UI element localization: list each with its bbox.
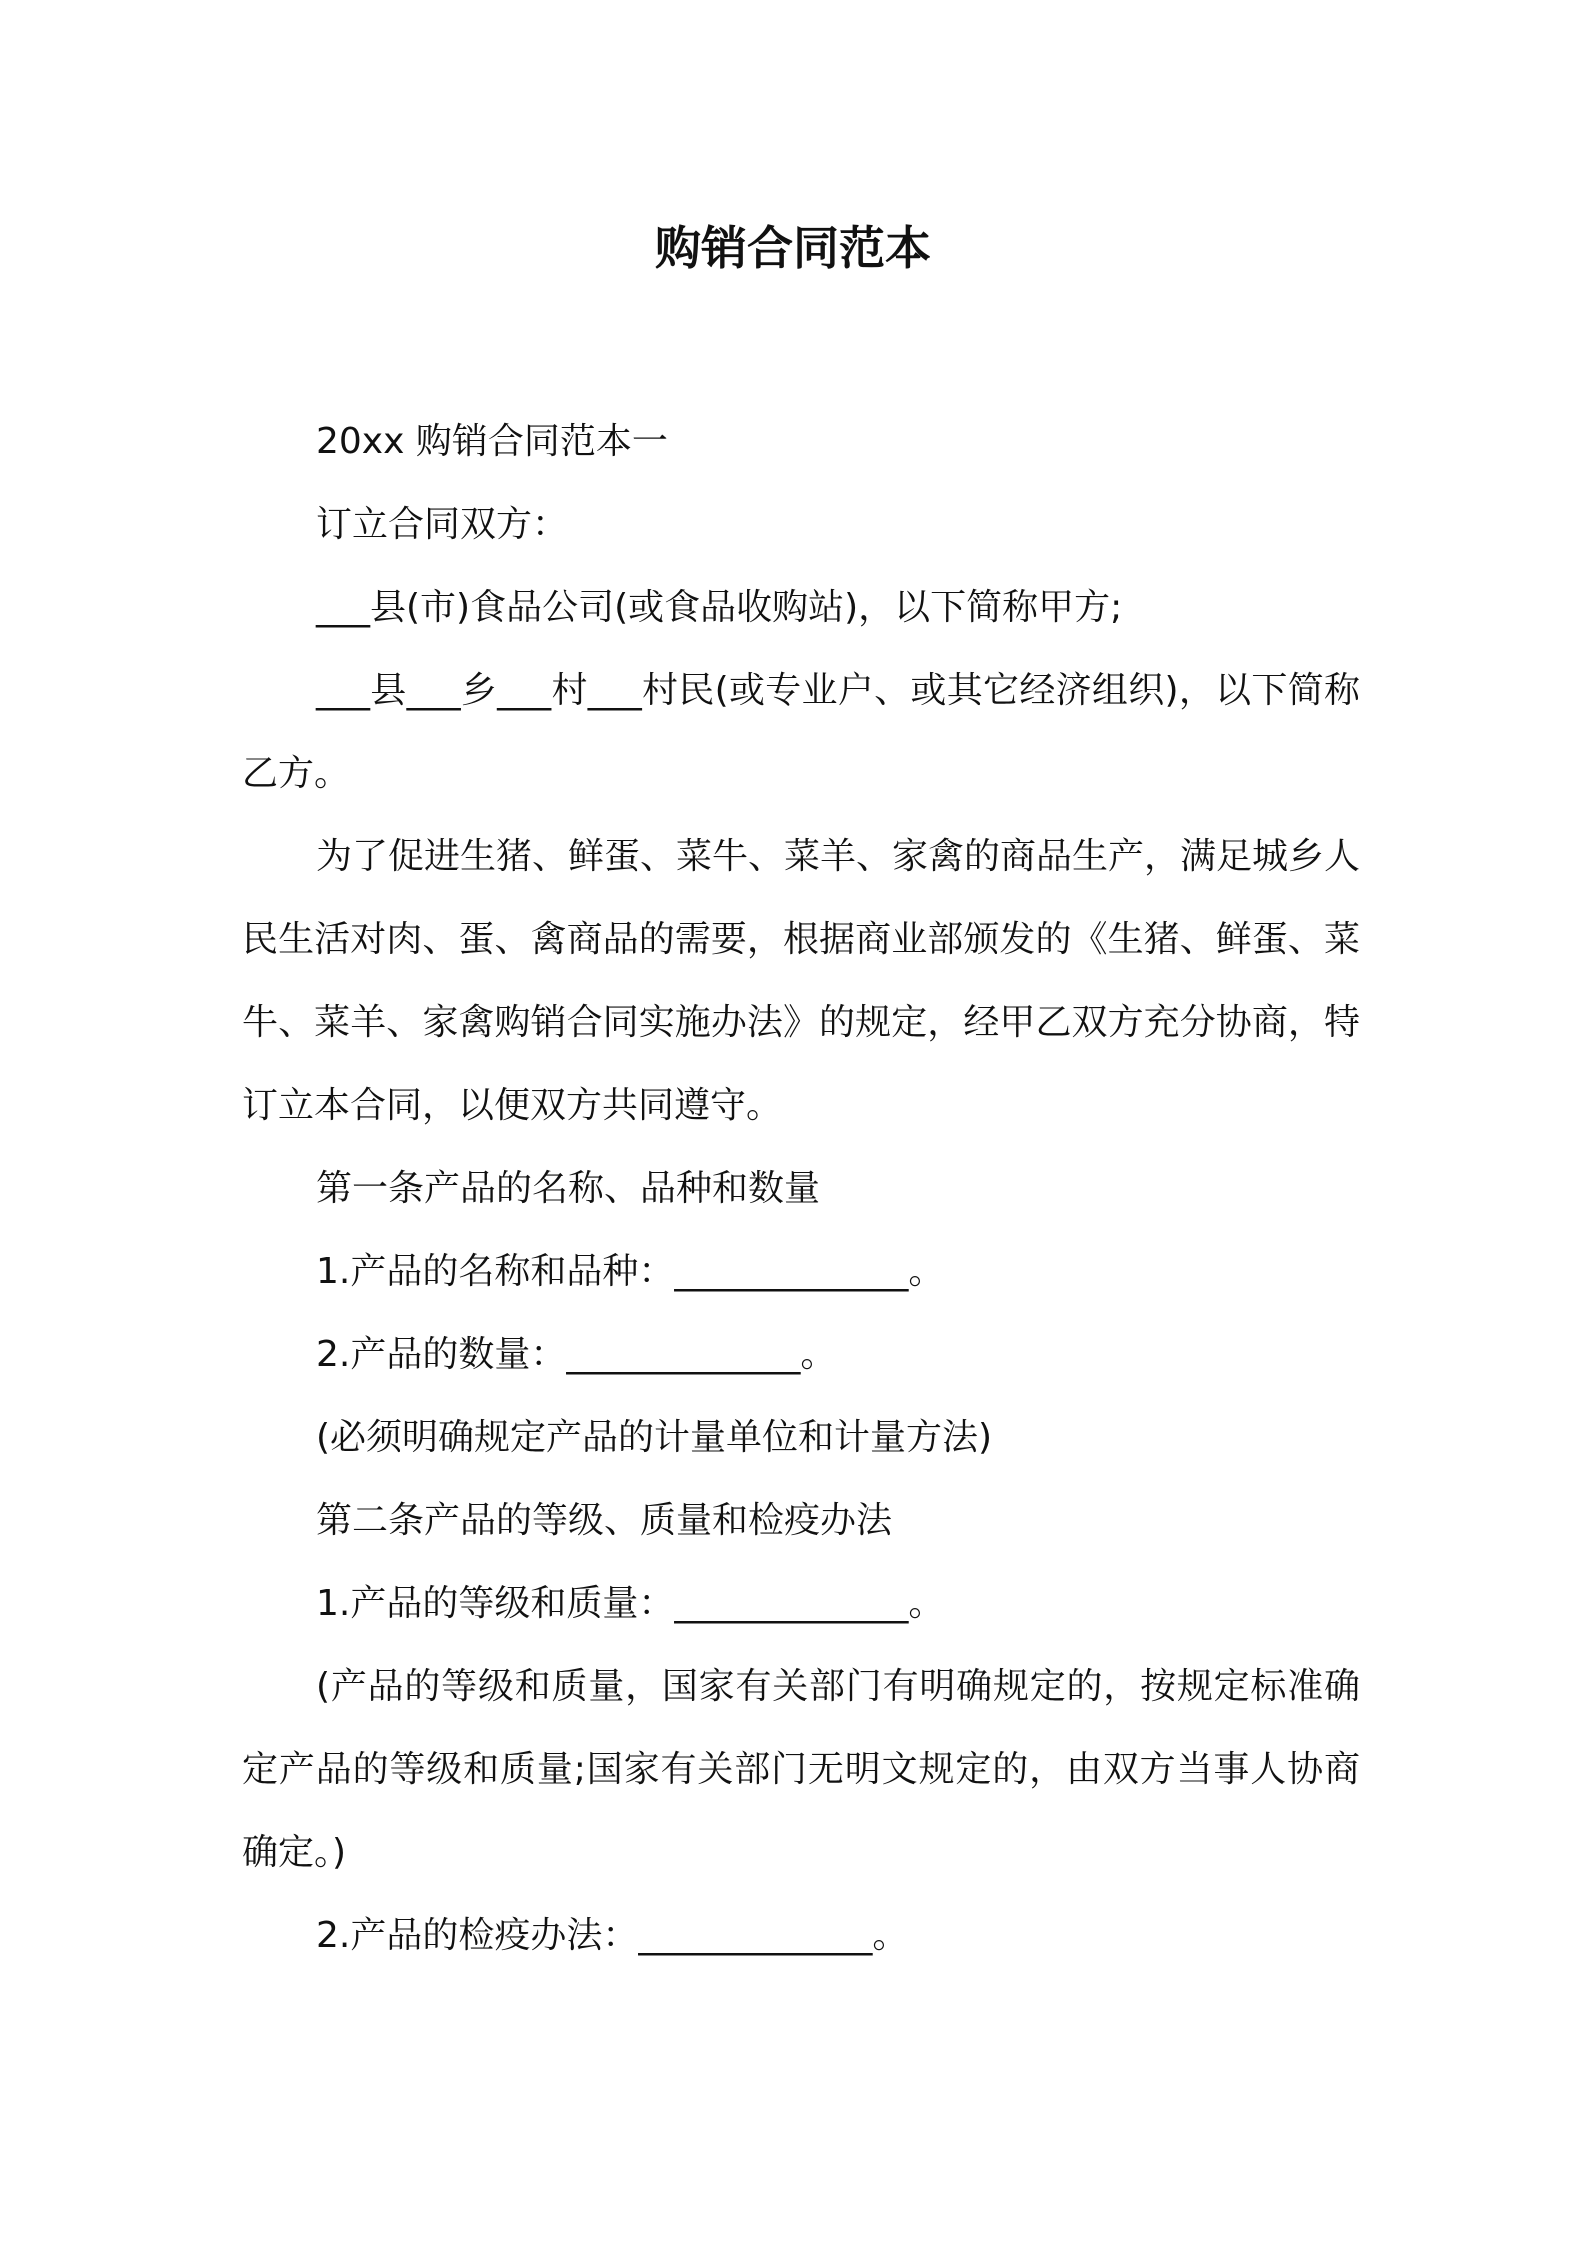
article-2-heading: 第二条产品的等级、质量和检疫办法 <box>316 1500 893 1541</box>
contract-heading: 20xx 购销合同范本一 <box>316 421 668 462</box>
party-a-line: ___县(市)食品公司(或食品收购站)，以下简称甲方; <box>316 587 1123 628</box>
parties-label: 订立合同双方： <box>316 504 569 545</box>
article-2-item-1: 1.产品的等级和质量：_____________。 <box>316 1583 945 1624</box>
document-title: 购销合同范本 <box>655 221 931 275</box>
article-1-note: (必须明确规定产品的计量单位和计量方法) <box>316 1417 993 1458</box>
article-1-item-1: 1.产品的名称和品种：_____________。 <box>316 1251 945 1292</box>
document-body <box>242 400 1360 1977</box>
article-2-item-2: 2.产品的检疫办法：_____________。 <box>316 1915 909 1956</box>
article-1-heading: 第一条产品的名称、品种和数量 <box>316 1168 821 1209</box>
article-2-note: (产品的等级和质量，国家有关部门有明确规定的，按规定标准确定产品的等级和质量;国家有关部门无明文规定的，由双方当事人协商确定。) <box>242 1666 1360 1873</box>
party-b-line: ___县___乡___村___村民(或专业户、或其它经济组织)，以下简称乙方。 <box>242 670 1360 794</box>
preamble-paragraph: 为了促进生猪、鲜蛋、菜牛、菜羊、家禽的商品生产，满足城乡人民生活对肉、蛋、禽商品的需要，根据商业部颁发的《生猪、鲜蛋、菜牛、菜羊、家禽购销合同实施办法》的规定，经甲乙双方充分协商，特订立本合同，以便双方共同遵守。 <box>242 836 1361 1126</box>
article-1-item-2: 2.产品的数量：_____________。 <box>316 1334 837 1375</box>
